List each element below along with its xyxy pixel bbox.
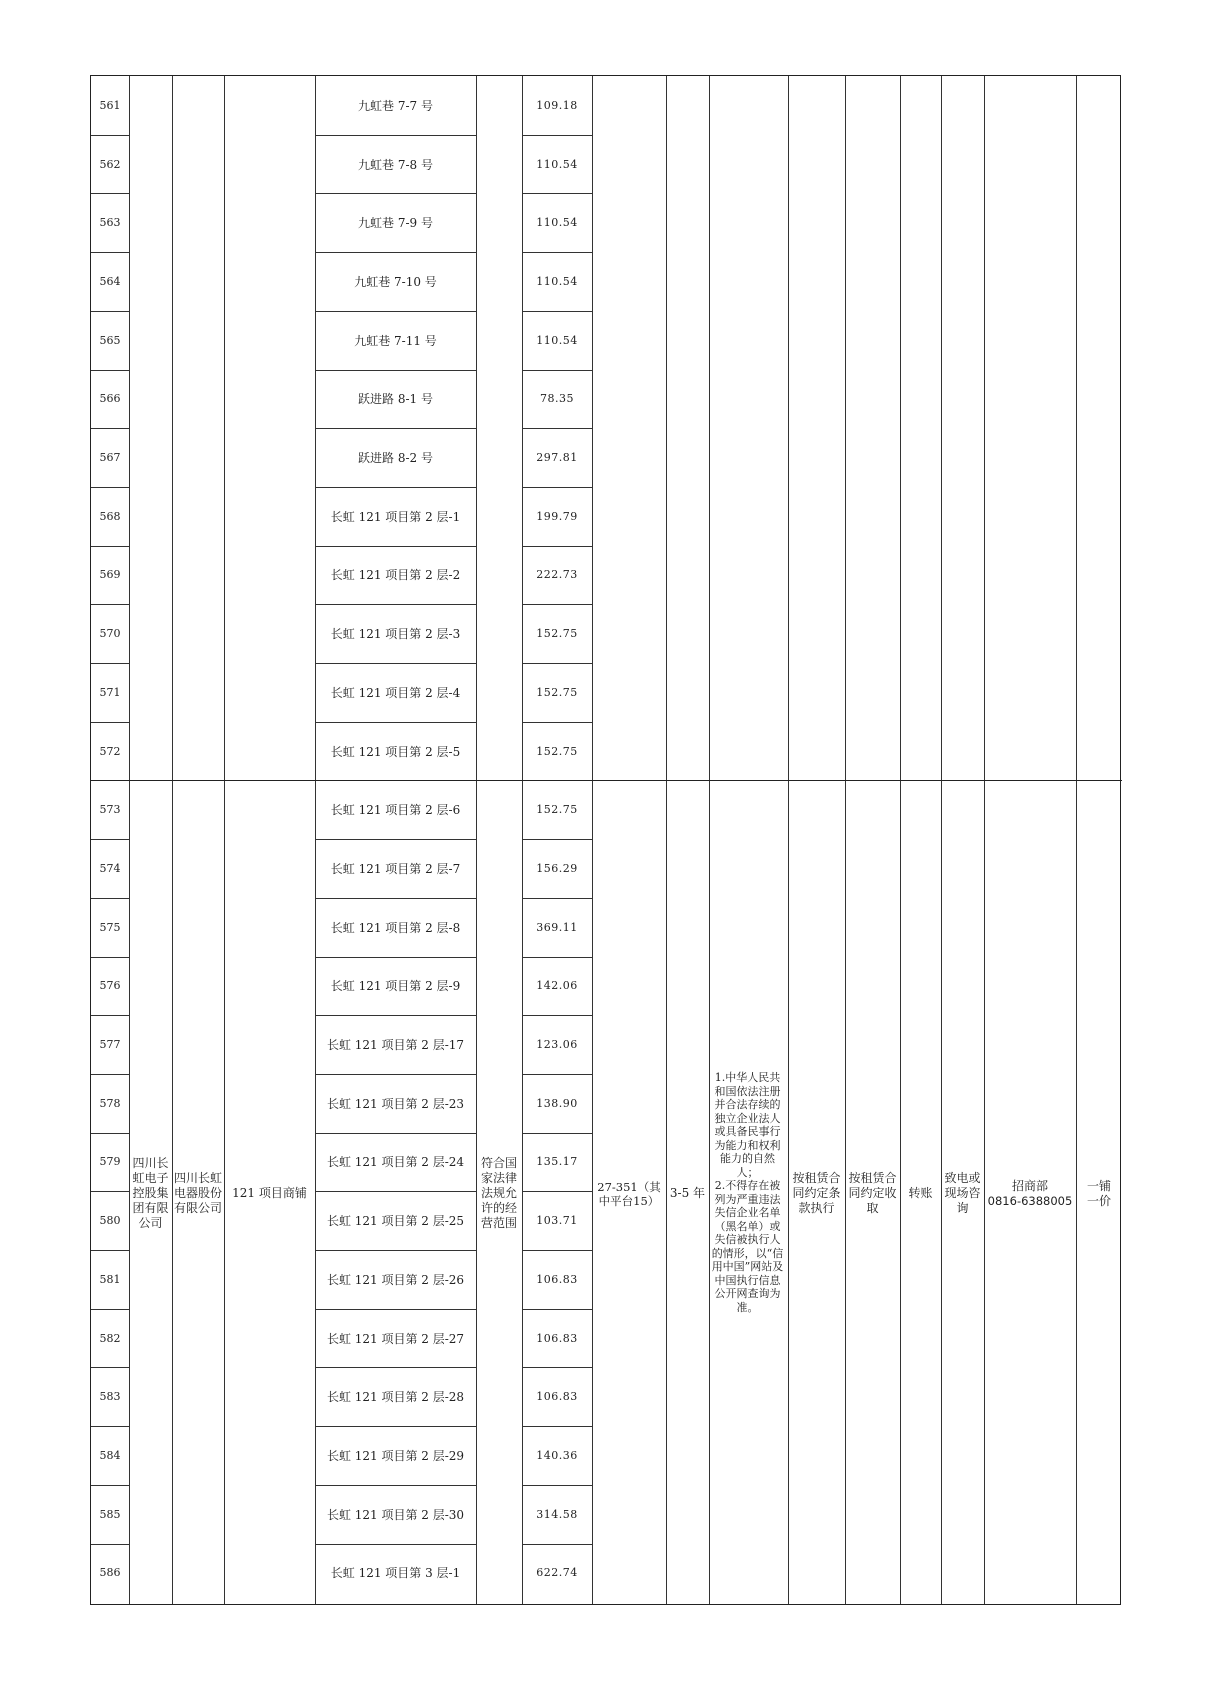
row-area: 297.81 [536,451,578,465]
row-area: 152.75 [536,803,578,817]
row-address: 长虹 121 项目第 2 层-9 [330,979,461,994]
row-area: 199.79 [536,509,578,523]
row-area: 152.75 [536,627,578,641]
row-address: 九虹巷 7-10 号 [354,274,437,289]
row-number: 574 [99,861,121,875]
row-address: 长虹 121 项目第 2 层-30 [326,1507,465,1522]
payment-cell: 转账 [908,1186,933,1200]
row-address: 长虹 121 项目第 2 层-17 [326,1038,465,1053]
property-table [90,75,1121,1605]
row-area: 135.17 [536,1155,578,1169]
row-address: 长虹 121 项目第 2 层-25 [326,1214,465,1229]
row-area: 142.06 [536,979,578,993]
row-address: 长虹 121 项目第 2 层-1 [330,509,461,524]
row-address: 长虹 121 项目第 2 层-3 [330,627,461,642]
row-address: 九虹巷 7-8 号 [358,157,433,172]
requirements-cell [708,780,787,1605]
row-address: 长虹 121 项目第 2 层-29 [326,1448,465,1463]
owner-cell: 四川长虹电子控股集团有限公司 [132,1156,169,1230]
row-address: 九虹巷 7-11 号 [354,333,437,348]
row-number: 575 [99,920,121,934]
row-address: 长虹 121 项目第 3 层-1 [330,1566,461,1581]
row-area: 110.54 [536,157,578,171]
row-number: 564 [99,274,121,288]
row-address: 九虹巷 7-7 号 [358,98,433,113]
row-address: 长虹 121 项目第 2 层-4 [330,685,461,700]
row-address: 九虹巷 7-9 号 [358,216,433,231]
pricing-cell: 一铺一价 [1086,1178,1111,1208]
row-address: 长虹 121 项目第 2 层-2 [330,568,461,583]
row-number: 581 [99,1272,121,1286]
row-area: 622.74 [536,1566,578,1580]
row-number: 571 [99,685,121,699]
row-address: 长虹 121 项目第 2 层-23 [326,1096,465,1111]
row-area: 123.06 [536,1038,578,1052]
row-number: 583 [99,1390,121,1404]
row-number: 563 [99,216,121,230]
contact-phone: 0816-6388005 [987,1193,1073,1208]
row-address: 跃进路 8-1 号 [358,392,433,407]
row-area: 106.83 [536,1272,578,1286]
row-number: 580 [99,1214,121,1228]
row-address: 长虹 121 项目第 2 层-24 [326,1155,465,1170]
row-number: 568 [99,509,121,523]
row-number: 573 [99,803,121,817]
row-number: 565 [99,333,121,347]
row-address: 长虹 121 项目第 2 层-26 [326,1272,465,1287]
row-area: 140.36 [536,1448,578,1462]
row-address: 跃进路 8-2 号 [358,451,433,466]
row-address: 长虹 121 项目第 2 层-28 [326,1390,465,1405]
price-cell: 27-351（其中平台15） [597,1179,661,1208]
row-address: 长虹 121 项目第 2 层-5 [330,744,461,759]
contact-cell [984,781,1076,1606]
row-area: 369.11 [536,920,578,934]
row-number: 586 [99,1566,121,1580]
row-area: 106.83 [536,1331,578,1345]
row-area: 156.29 [536,861,578,875]
row-area: 78.35 [540,392,574,406]
contact-dept: 招商部 [1011,1178,1048,1193]
row-area: 152.75 [536,685,578,699]
row-area: 106.83 [536,1390,578,1404]
row-area: 110.54 [536,216,578,230]
requirement-2: 2.不得存在被列为严重违法失信企业名单（黑名单）或失信被执行人的情形，以“信用中国”网站及中国执行信息公开网查询为准。 [711,1179,784,1314]
lessor-cell: 四川长虹电器股份有限公司 [174,1171,223,1215]
project-cell: 121 项目商铺 [232,1186,307,1200]
term-cell: 3-5 年 [669,1186,706,1200]
row-number: 585 [99,1507,121,1521]
row-number: 577 [99,1038,121,1052]
row-number: 567 [99,451,121,465]
row-address: 长虹 121 项目第 2 层-8 [330,920,461,935]
row-number: 576 [99,979,121,993]
row-number: 569 [99,568,121,582]
row-number: 578 [99,1096,121,1110]
row-number: 582 [99,1331,121,1345]
row-area: 138.90 [536,1096,578,1110]
row-number: 562 [99,157,121,171]
row-area: 110.54 [536,274,578,288]
row-area: 103.71 [536,1214,578,1228]
row-area: 222.73 [536,568,578,582]
row-area: 110.54 [536,333,578,347]
inquiry-cell: 致电或现场咨询 [944,1171,981,1215]
deposit-cell: 按租赁合同约定条款执行 [792,1171,841,1215]
row-area: 109.18 [536,98,578,112]
usage-cell: 符合国家法律法规允许的经营范围 [480,1156,517,1230]
row-number: 566 [99,392,121,406]
row-number: 579 [99,1155,121,1169]
row-number: 584 [99,1448,121,1462]
row-number: 561 [99,98,121,112]
row-area: 314.58 [536,1507,578,1521]
row-area: 152.75 [536,744,578,758]
row-number: 570 [99,627,121,641]
row-number: 572 [99,744,121,758]
row-address: 长虹 121 项目第 2 层-6 [330,803,461,818]
row-address: 长虹 121 项目第 2 层-27 [326,1331,465,1346]
row-address: 长虹 121 项目第 2 层-7 [330,861,461,876]
rent-collection-cell: 按租赁合同约定收取 [848,1171,897,1215]
requirement-1: 1.中华人民共和国依法注册并合法存续的独立企业法人或具备民事行为能力和权利能力的自然人； [714,1071,781,1179]
